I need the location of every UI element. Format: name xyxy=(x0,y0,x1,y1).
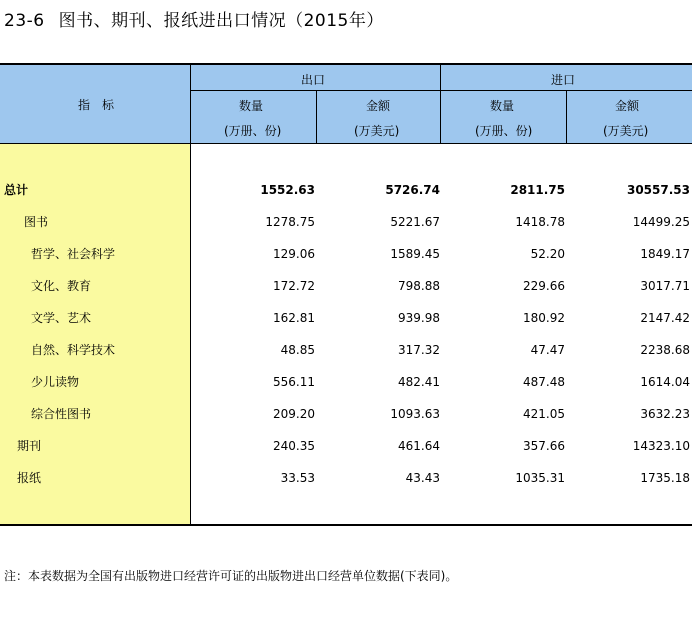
row-value: 1093.63 xyxy=(390,407,440,421)
row-value: 556.11 xyxy=(273,375,315,389)
row-value: 14499.25 xyxy=(632,215,690,229)
row-value: 461.64 xyxy=(398,439,440,453)
row-value: 939.98 xyxy=(398,311,440,325)
header-import-quantity-unit: (万册、份) xyxy=(475,124,533,138)
header-import-quantity: 数量 xyxy=(490,99,515,113)
row-value: 1589.45 xyxy=(390,247,440,261)
row-value: 1035.31 xyxy=(515,471,565,485)
page-title xyxy=(4,6,384,31)
header-divider-group xyxy=(440,65,441,143)
row-value: 3017.71 xyxy=(640,279,690,293)
table-row xyxy=(0,206,692,238)
row-label: 图书 xyxy=(24,215,49,229)
row-value: 1552.63 xyxy=(260,183,315,197)
row-label: 文化、教育 xyxy=(31,279,92,293)
row-value: 209.20 xyxy=(273,407,315,421)
row-value: 47.47 xyxy=(530,343,565,357)
row-value: 1614.04 xyxy=(640,375,690,389)
row-value: 5726.74 xyxy=(385,183,440,197)
row-label: 总计 xyxy=(4,183,29,197)
table-row xyxy=(0,174,692,206)
row-value: 317.32 xyxy=(398,343,440,357)
row-value: 798.88 xyxy=(398,279,440,293)
row-label: 哲学、社会科学 xyxy=(31,247,116,261)
header-export-quantity: 数量 xyxy=(239,99,264,113)
row-value: 1735.18 xyxy=(640,471,690,485)
row-value: 2238.68 xyxy=(640,343,690,357)
header-export-amount: 金额 xyxy=(366,99,391,113)
row-value: 357.66 xyxy=(523,439,565,453)
row-value: 5221.67 xyxy=(390,215,440,229)
header-export-quantity-unit: (万册、份) xyxy=(224,124,282,138)
row-value: 33.53 xyxy=(280,471,315,485)
table-row xyxy=(0,398,692,430)
header-indicator: 指 标 xyxy=(78,98,115,112)
table-row xyxy=(0,302,692,334)
row-value: 1278.75 xyxy=(265,215,315,229)
row-value: 1418.78 xyxy=(515,215,565,229)
table-row xyxy=(0,462,692,494)
table-footnote: 注：本表数据为全国有出版物进口经营许可证的出版物进出口经营单位数据(下表同)。 xyxy=(4,569,458,583)
table-row xyxy=(0,366,692,398)
row-label: 少儿读物 xyxy=(31,375,80,389)
row-value: 240.35 xyxy=(273,439,315,453)
row-value: 1849.17 xyxy=(640,247,690,261)
row-value: 172.72 xyxy=(273,279,315,293)
row-label: 综合性图书 xyxy=(31,407,92,421)
row-label: 期刊 xyxy=(17,439,42,453)
header-divider-indicator xyxy=(190,65,191,143)
table-row xyxy=(0,430,692,462)
header-divider-import xyxy=(566,91,567,143)
table-bottom-rule xyxy=(0,524,692,526)
header-divider-export xyxy=(316,91,317,143)
header-export: 出口 xyxy=(301,73,326,87)
header-import-amount-unit: (万美元) xyxy=(603,124,649,138)
header-export-amount-unit: (万美元) xyxy=(354,124,400,138)
row-value: 2147.42 xyxy=(640,311,690,325)
row-value: 421.05 xyxy=(523,407,565,421)
row-label: 自然、科学技术 xyxy=(31,343,116,357)
row-value: 14323.10 xyxy=(632,439,690,453)
row-value: 30557.53 xyxy=(626,183,690,197)
row-value: 48.85 xyxy=(280,343,315,357)
row-value: 3632.23 xyxy=(640,407,690,421)
header-import-amount: 金额 xyxy=(615,99,640,113)
row-value: 162.81 xyxy=(273,311,315,325)
table-row xyxy=(0,270,692,302)
row-value: 229.66 xyxy=(523,279,565,293)
row-value: 482.41 xyxy=(398,375,440,389)
row-value: 129.06 xyxy=(273,247,315,261)
header-import: 进口 xyxy=(551,73,576,87)
header-group-rule xyxy=(191,90,692,91)
table-row xyxy=(0,334,692,366)
row-label: 报纸 xyxy=(17,471,42,485)
table-code: 23-6 xyxy=(4,11,45,31)
row-value: 487.48 xyxy=(523,375,565,389)
row-label: 文学、艺术 xyxy=(31,311,92,325)
row-value: 180.92 xyxy=(523,311,565,325)
table-title-text: 图书、期刊、报纸进出口情况（2015年） xyxy=(58,11,384,31)
row-value: 52.20 xyxy=(530,247,565,261)
table-row xyxy=(0,238,692,270)
row-value: 43.43 xyxy=(405,471,440,485)
row-value: 2811.75 xyxy=(510,183,565,197)
